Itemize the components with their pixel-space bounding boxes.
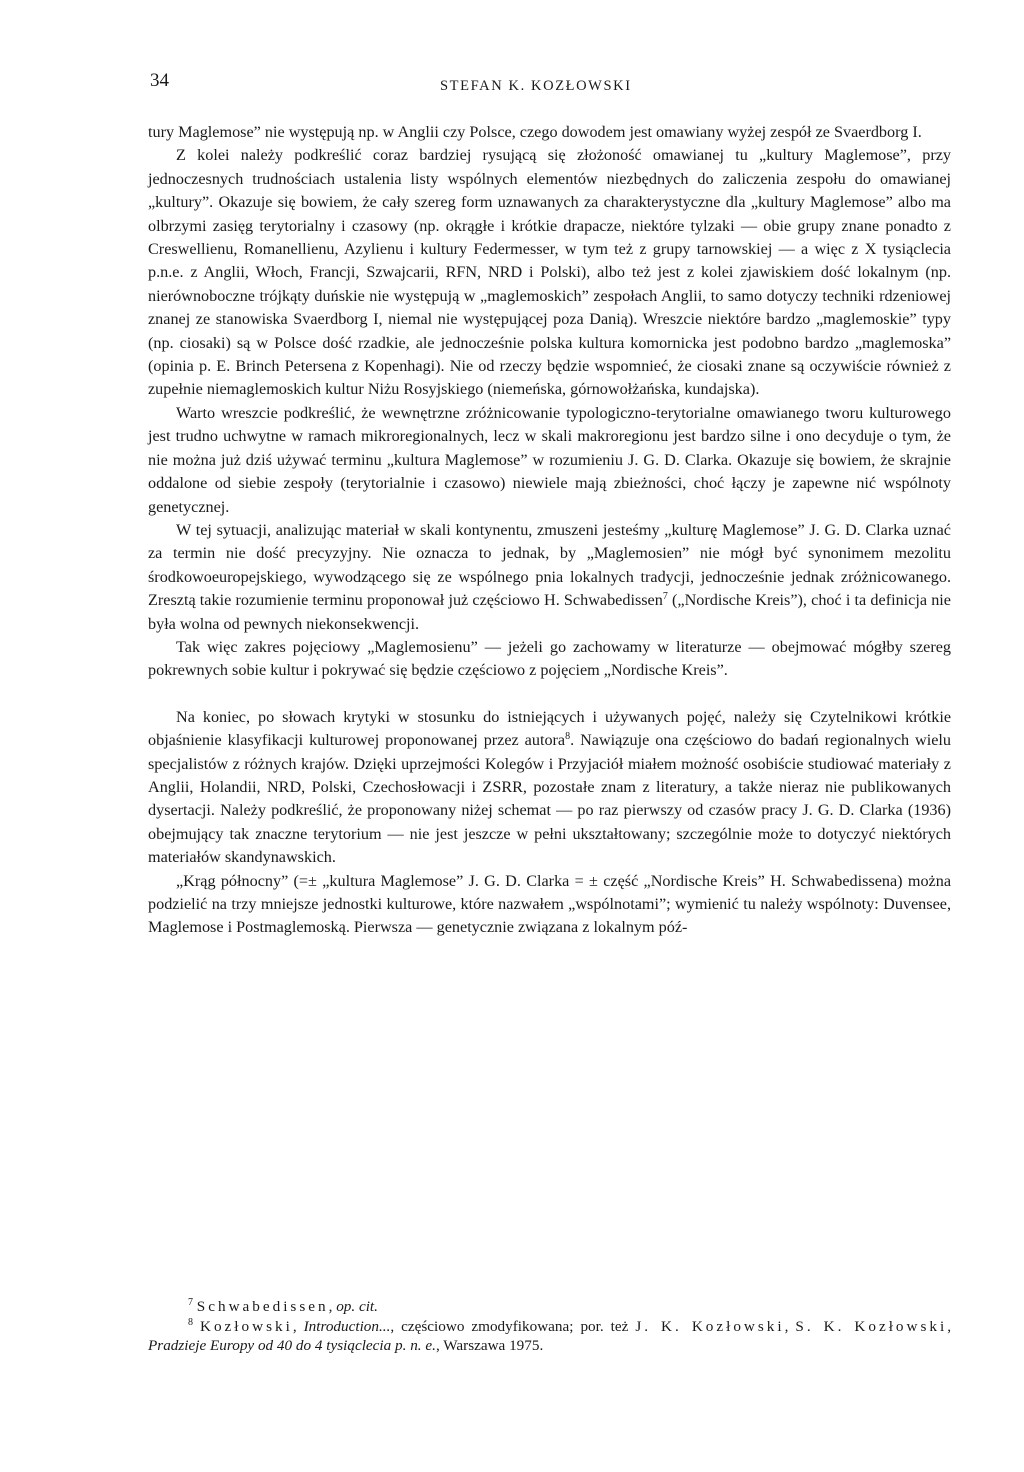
footnote-ref: 8	[565, 731, 571, 743]
footnote-author: J. K. Kozłowski	[635, 1317, 785, 1335]
footnote-text: ,	[292, 1317, 304, 1335]
footnote-text: ,	[784, 1317, 796, 1335]
footnote	[148, 1297, 951, 1317]
footnote-title: Introduction...	[303, 1317, 391, 1335]
running-head: STEFAN K. KOZŁOWSKI	[440, 78, 632, 94]
body-text	[148, 121, 951, 940]
footnote-text: , częściowo zmodyfikowana; por. też	[390, 1317, 636, 1335]
paragraph	[148, 519, 951, 636]
paragraph-text: . Nawiązuje ona częściowo do badań regionalnych wielu specjalistów z różnych krajów. Dzięki uprzejmości Kolegów i Przyjaciół miałem możność osobiście studiować materiały z Anglii, Holandii, NRD, Polski, Czechosłowacji i ZSRR, pozostałe znam z literatury, a także nieraz nie publikowanych dysertacji. Należy podkreślić, że proponowany niżej schemat — po raz pierwszy od czasów pracy J. G. D. Clarka (1936) obejmujący tak znaczne terytorium — nie jest jeszcze w pełni ukształtowany; szczególnie może to dotyczyć niektórych materiałów skandynawskich.	[148, 731, 951, 867]
paragraph: Z kolei należy podkreślić coraz bardziej rysującą się złożoność omawianej tu „kultury Maglemose”, przy jednoczesnych trudnościach ustalenia listy wspólnych elementów niezbędnych do zaliczenia zespołu do omawianej „kultury”. Okazuje się bowiem, że cały szereg form uznawanych za charakterystyczne dla „kultury Maglemose” albo ma olbrzymi zasięg terytorialny i czasowy (np. okrągłe i krótkie drapacze, niektóre tylzaki — obie grupy znane ponadto z Creswellienu, Romanellienu, Azylienu i kultury Federmesser, w tym też z grupy tarnowskiej — a więc z X tysiąclecia p.n.e. z Anglii, Włoch, Francji, Szwajcarii, RFN, NRD i Polski), albo też jest z kolei zjawiskiem dość lokalnym (np. nierównoboczne trójkąty duńskie nie występują w „maglemoskich” zespołach Anglii, to samo dotyczy techniki rdzeniowej znanej ze stanowiska Svaerdborg I, niemal nie występującej poza Danią). Wreszcie niektóre bardzo „maglemoskie” typy (np. ciosaki) są w Polsce dość rzadkie, ale jednocześnie polska kultura komornicka jest podobno bardzo „maglemoska” (opinia p. E. Brinch Petersena z Kopenhagi). Nie od rzeczy będzie wspomnieć, że ciosaki znane są oczywiście również z zupełnie niemaglemoskich kultur Niżu Rosyjskiego (niemeńska, górnowołżańska, kundajska).	[148, 146, 951, 399]
paragraph: Warto wreszcie podkreślić, że wewnętrzne zróżnicowanie typologiczno-terytorialne omawianego tworu kulturowego jest trudno uchwytne w ramach mikroregionalnych, lecz w skali makroregionu jest bardzo silne i ono decyduje o tym, że nie można już dziś używać terminu „kultura Maglemose” w rozumieniu J. G. D. Clarka. Okazuje się bowiem, że skrajnie oddalone od siebie zespoły (terytorialnie i czasowo) niewiele mają zbieżności, choć łączy je zapewne nić wspólnoty genetycznej.	[148, 403, 951, 516]
footnote-author: Kozłowski	[200, 1317, 293, 1335]
footnote-citation: op. cit.	[336, 1298, 378, 1315]
footnote-number: 7	[188, 1297, 193, 1308]
paragraph-text: („Nordische Kreis”), choć i ta definicja nie była wolna od pewnych niekonsekwencji.	[148, 591, 951, 633]
paragraph-text: Na koniec, po słowach krytyki w stosunku do istniejących i używanych pojęć, należy się Czytelnikowi krótkie objaśnienie klasyfikacji kulturowej proponowanej przez autora	[148, 707, 951, 750]
footnote-text: ,	[947, 1317, 952, 1335]
paragraph: Tak więc zakres pojęciowy „Maglemosienu” — jeżeli go zachowamy w literaturze — obejmować mógłby szereg pokrewnych sobie kultur i pokrywać się będzie częściowo z pojęciem „Nordische Kreis”.	[148, 637, 951, 680]
footnote-author: Schwabedissen	[196, 1298, 329, 1315]
paragraph-text: W tej sytuacji, analizując materiał w skali kontynentu, zmuszeni jesteśmy „kulturę Maglemose” J. G. D. Clarka uznać za termin nie dość precyzyjny. Nie oznacza to jednak, by „Maglemosien” nie mógł być synonimem mezolitu środkowoeuropejskiego, wywodzącego się ze wspólnego pnia lokalnych tradycji, jednocześnie jednak zróżnicowanego. Zresztą takie rozumienie terminu proponował już częściowo H. Schwabedissen	[148, 520, 951, 610]
paragraph: „Krąg północny” (=± „kultura Maglemose” J. G. D. Clarka = ± część „Nordische Kreis” H. Schwabedissena) można podzielić na trzy mniejsze jednostki kulturowe, które nazwałem „wspólnotami”; wymienić tu należy wspólnoty: Duvensee, Maglemose i Postmaglemoską. Pierwsza — genetycznie związana z lokalnym póź-	[148, 871, 951, 937]
footnote-text: ,	[328, 1298, 337, 1315]
paragraph: tury Maglemose” nie występują np. w Anglii czy Polsce, czego dowodem jest omawiany wyżej zespół ze Svaerdborg I.	[148, 123, 922, 141]
footnote	[148, 1317, 951, 1356]
footnote-author: S. K. Kozłowski	[795, 1317, 948, 1335]
page-number: 34	[150, 70, 169, 91]
paragraph	[148, 706, 951, 870]
footnote-text: , Warszawa 1975.	[435, 1337, 544, 1354]
footnote-number: 8	[188, 1316, 193, 1328]
footnote-ref: 7	[662, 591, 668, 603]
footnotes	[148, 1297, 951, 1356]
footnote-title: Pradzieje Europy od 40 do 4 tysiąclecia p. n. e.	[148, 1337, 436, 1354]
